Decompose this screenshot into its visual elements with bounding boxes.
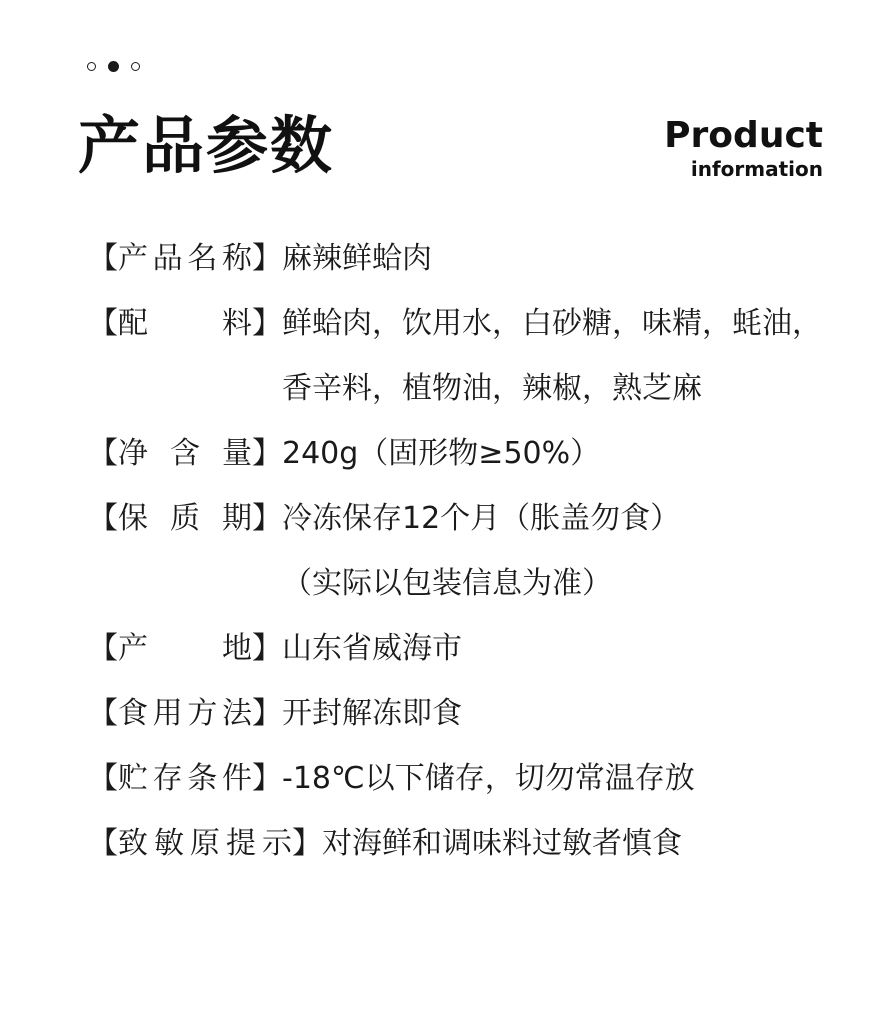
bracket-open: 【 — [88, 761, 118, 796]
param-value-line: -18℃以下储存，切勿常温存放 — [282, 761, 695, 796]
bracket-open: 【 — [88, 631, 118, 666]
param-label — [88, 681, 282, 746]
page-title-english — [664, 114, 823, 180]
bracket-open: 【 — [88, 241, 118, 276]
pagination-dot-active — [108, 61, 119, 72]
title-en-sub: information — [690, 157, 823, 181]
param-value — [282, 421, 600, 486]
param-row-ingredients — [88, 291, 848, 421]
param-value-line: 开封解冻即食 — [282, 696, 462, 731]
bracket-close: 】 — [292, 826, 322, 861]
bracket-close: 】 — [252, 501, 282, 536]
param-label — [88, 421, 282, 486]
param-value — [282, 746, 695, 811]
param-row-shelf-life — [88, 486, 848, 616]
param-value — [282, 291, 822, 421]
param-label — [88, 616, 282, 681]
param-value — [282, 616, 462, 681]
param-label — [88, 226, 282, 291]
param-value-line: 香辛料，植物油，辣椒，熟芝麻 — [282, 371, 702, 406]
param-label-text: 贮存条件 — [118, 761, 252, 796]
bracket-open: 【 — [88, 696, 118, 731]
param-value — [282, 226, 432, 291]
bracket-close: 】 — [252, 761, 282, 796]
bracket-close: 】 — [252, 241, 282, 276]
bracket-open: 【 — [88, 501, 118, 536]
page-title: 产品参数 — [78, 109, 335, 182]
param-value — [282, 681, 462, 746]
bracket-close: 】 — [252, 631, 282, 666]
param-value-line: 山东省威海市 — [282, 631, 462, 666]
param-value — [322, 811, 682, 876]
param-label — [88, 746, 282, 811]
param-value-line: 240g（固形物≥50%） — [282, 436, 601, 471]
bracket-close: 】 — [252, 306, 282, 341]
bracket-open: 【 — [88, 436, 118, 471]
product-params-list — [88, 226, 848, 876]
param-value-line: （实际以包装信息为准） — [282, 566, 612, 601]
param-row-allergen — [88, 811, 848, 876]
param-row-storage — [88, 746, 848, 811]
bracket-close: 】 — [252, 436, 282, 471]
bracket-open: 【 — [88, 306, 118, 341]
bracket-close: 】 — [252, 696, 282, 731]
title-en-main: Product — [664, 115, 823, 156]
param-value-line: 麻辣鲜蛤肉 — [282, 241, 432, 276]
param-label-text: 产地 — [118, 631, 252, 666]
param-label — [88, 811, 322, 876]
param-label-text: 净含量 — [118, 436, 252, 471]
pagination-dot — [131, 62, 140, 71]
param-value — [282, 486, 680, 616]
param-label-text: 配料 — [118, 306, 252, 341]
pagination-dots — [87, 61, 140, 72]
param-label — [88, 291, 282, 356]
param-value-line: 冷冻保存12个月（胀盖勿食） — [282, 501, 681, 536]
param-row-product-name — [88, 226, 848, 291]
param-label-text: 食用方法 — [118, 696, 252, 731]
param-label-text: 致敏原提示 — [118, 826, 292, 861]
bracket-open: 【 — [88, 826, 118, 861]
param-row-net-content — [88, 421, 848, 486]
param-label-text: 产品名称 — [118, 241, 252, 276]
param-value-line: 对海鲜和调味料过敏者慎食 — [322, 826, 682, 861]
pagination-dot — [87, 62, 96, 71]
param-row-origin — [88, 616, 848, 681]
param-value-line: 鲜蛤肉，饮用水，白砂糖，味精，蚝油， — [282, 306, 822, 341]
param-label — [88, 486, 282, 551]
param-row-usage — [88, 681, 848, 746]
param-label-text: 保质期 — [118, 501, 252, 536]
